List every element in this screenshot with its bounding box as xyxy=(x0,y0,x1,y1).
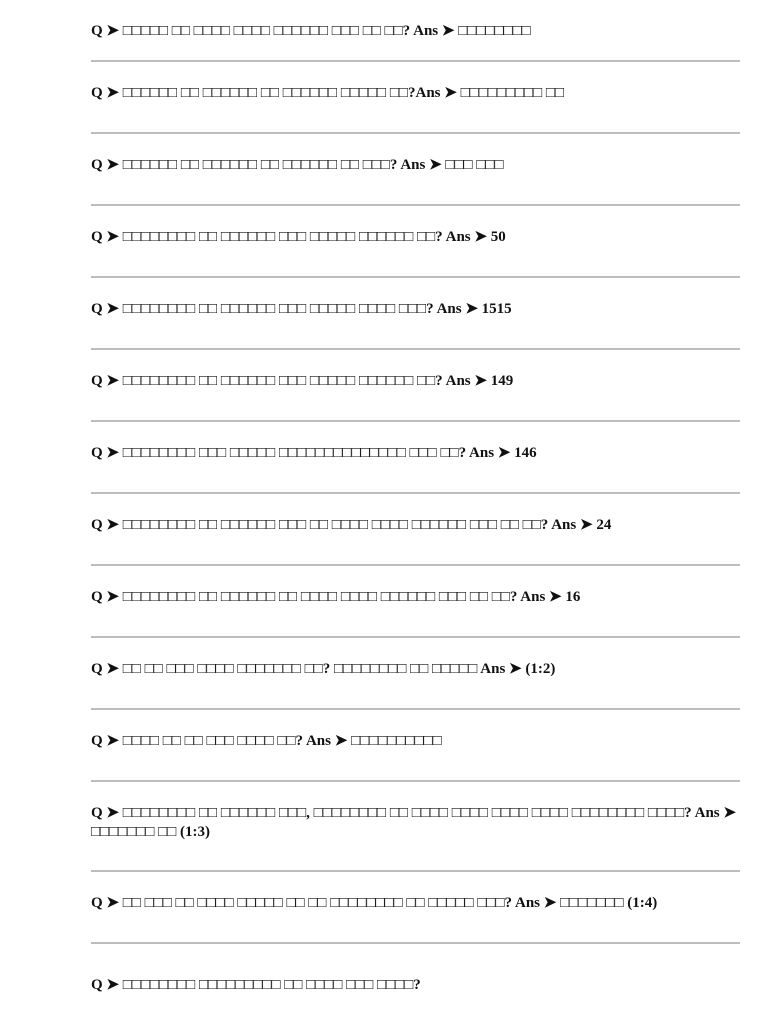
qa-text xyxy=(91,660,740,679)
q-prefix: Q ➤ xyxy=(91,805,119,821)
qa-text xyxy=(91,156,740,175)
question-text: □□□□□□□□ □□ □□□□□□ □□ □□□□ □□□□ □□□□□□ □□□ □□ □□? xyxy=(122,589,518,605)
question-text: □□ □□□ □□ □□□□ □□□□□ □□ □□ □□□□□□□□ □□ □□□□□ □□□? xyxy=(122,895,513,911)
ans-prefix: Ans ➤ xyxy=(305,733,348,749)
question-text: □□□□□□ □□ □□□□□□ □□ □□□□□□ □□ □□□? xyxy=(122,157,398,173)
qa-text xyxy=(91,976,740,995)
ans-prefix: Ans ➤ xyxy=(514,895,557,911)
qa-text xyxy=(91,22,740,41)
qa-item xyxy=(91,350,740,422)
question-text: □□□□□□□□ □□ □□□□□□ □□□ □□□□□ □□□□□□ □□? xyxy=(122,373,443,389)
qa-text xyxy=(91,516,740,535)
qa-item xyxy=(91,944,740,1028)
qa-text xyxy=(91,372,740,391)
answer-text: (1:2) xyxy=(525,661,556,677)
qa-text xyxy=(91,444,740,463)
qa-item xyxy=(91,422,740,494)
ans-prefix: Ans ➤ xyxy=(480,661,522,677)
ans-prefix: Ans ➤ xyxy=(469,445,511,461)
question-text: □□□□□□□□ □□ □□□□□□ □□□ □□ □□□□ □□□□ □□□□□□ □□□ □□ □□? xyxy=(122,517,549,533)
answer-text: 146 xyxy=(514,445,537,461)
question-text: □□□□□□□□ □□ □□□□□□ □□□, □□□□□□□□ □□ □□□□ □□□□ □□□□ □□□□ □□□□□□□□ □□□□? xyxy=(122,805,692,821)
qa-item xyxy=(91,782,740,872)
qa-text xyxy=(91,300,740,319)
ans-prefix: Ans ➤ xyxy=(415,85,457,101)
q-prefix: Q ➤ xyxy=(91,977,119,993)
qa-list xyxy=(91,0,740,1028)
answer-text: □□□□□□□ (1:4) xyxy=(560,895,658,911)
qa-item xyxy=(91,710,740,782)
q-prefix: Q ➤ xyxy=(91,157,119,173)
qa-item xyxy=(91,278,740,350)
answer-text: □□□□□□□□□ □□ xyxy=(460,85,565,101)
answer-text: 1515 xyxy=(481,301,512,317)
answer-text: □□□ □□□ xyxy=(445,157,504,173)
q-prefix: Q ➤ xyxy=(91,23,119,39)
qa-text xyxy=(91,228,740,247)
question-text: □□□□□□□□ □□□ □□□□□ □□□□□□□□□□□□□□ □□□ □□? xyxy=(122,445,467,461)
ans-prefix: Ans ➤ xyxy=(400,157,442,173)
answer-text: □□□□□□□□ xyxy=(458,23,531,39)
qa-item xyxy=(91,0,740,62)
ans-prefix: Ans ➤ xyxy=(445,373,487,389)
qa-item xyxy=(91,206,740,278)
q-prefix: Q ➤ xyxy=(91,85,119,101)
qa-item xyxy=(91,134,740,206)
qa-text xyxy=(91,732,740,751)
q-prefix: Q ➤ xyxy=(91,229,119,245)
qa-item xyxy=(91,494,740,566)
ans-prefix: Ans ➤ xyxy=(520,589,562,605)
answer-text: □□□□□□□□□□ xyxy=(351,733,442,749)
q-prefix: Q ➤ xyxy=(91,661,119,677)
q-prefix: Q ➤ xyxy=(91,589,119,605)
answer-text: 16 xyxy=(565,589,581,605)
answer-text: 24 xyxy=(596,517,612,533)
q-prefix: Q ➤ xyxy=(91,733,119,749)
qa-text xyxy=(91,588,740,607)
qa-item xyxy=(91,638,740,710)
qa-text xyxy=(91,804,740,842)
q-prefix: Q ➤ xyxy=(91,517,119,533)
qa-item xyxy=(91,62,740,134)
qa-text xyxy=(91,84,740,103)
question-text: □□□□□□□□ □□□□□□□□□ □□ □□□□ □□□ □□□□? xyxy=(122,977,421,993)
question-text: □□□□□□□□ □□ □□□□□□ □□□ □□□□□ □□□□ □□□? xyxy=(122,301,434,317)
question-text: □□□□ □□ □□ □□□ □□□□ □□? xyxy=(122,733,304,749)
qa-item xyxy=(91,566,740,638)
q-prefix: Q ➤ xyxy=(91,895,119,911)
qa-item xyxy=(91,872,740,944)
q-prefix: Q ➤ xyxy=(91,373,119,389)
ans-prefix: Ans ➤ xyxy=(551,517,593,533)
answer-text: 50 xyxy=(490,229,506,245)
qa-text xyxy=(91,894,740,913)
ans-prefix: Ans ➤ xyxy=(436,301,478,317)
q-prefix: Q ➤ xyxy=(91,301,119,317)
question-text: □□ □□ □□□ □□□□ □□□□□□□ □□? □□□□□□□□ □□ □□□□□ xyxy=(122,661,478,677)
answer-text: 149 xyxy=(490,373,514,389)
ans-prefix: Ans ➤ xyxy=(445,229,487,245)
question-text: □□□□□□ □□ □□□□□□ □□ □□□□□□ □□□□□ □□? xyxy=(122,85,416,101)
ans-prefix: Ans ➤ xyxy=(413,23,455,39)
question-text: □□□□□ □□ □□□□ □□□□ □□□□□□ □□□ □□ □□? xyxy=(122,23,411,39)
answer-text: □□□□□□□ □□ (1:3) xyxy=(91,824,211,840)
q-prefix: Q ➤ xyxy=(91,445,119,461)
question-text: □□□□□□□□ □□ □□□□□□ □□□ □□□□□ □□□□□□ □□? xyxy=(122,229,443,245)
ans-prefix: Ans ➤ xyxy=(694,805,736,821)
